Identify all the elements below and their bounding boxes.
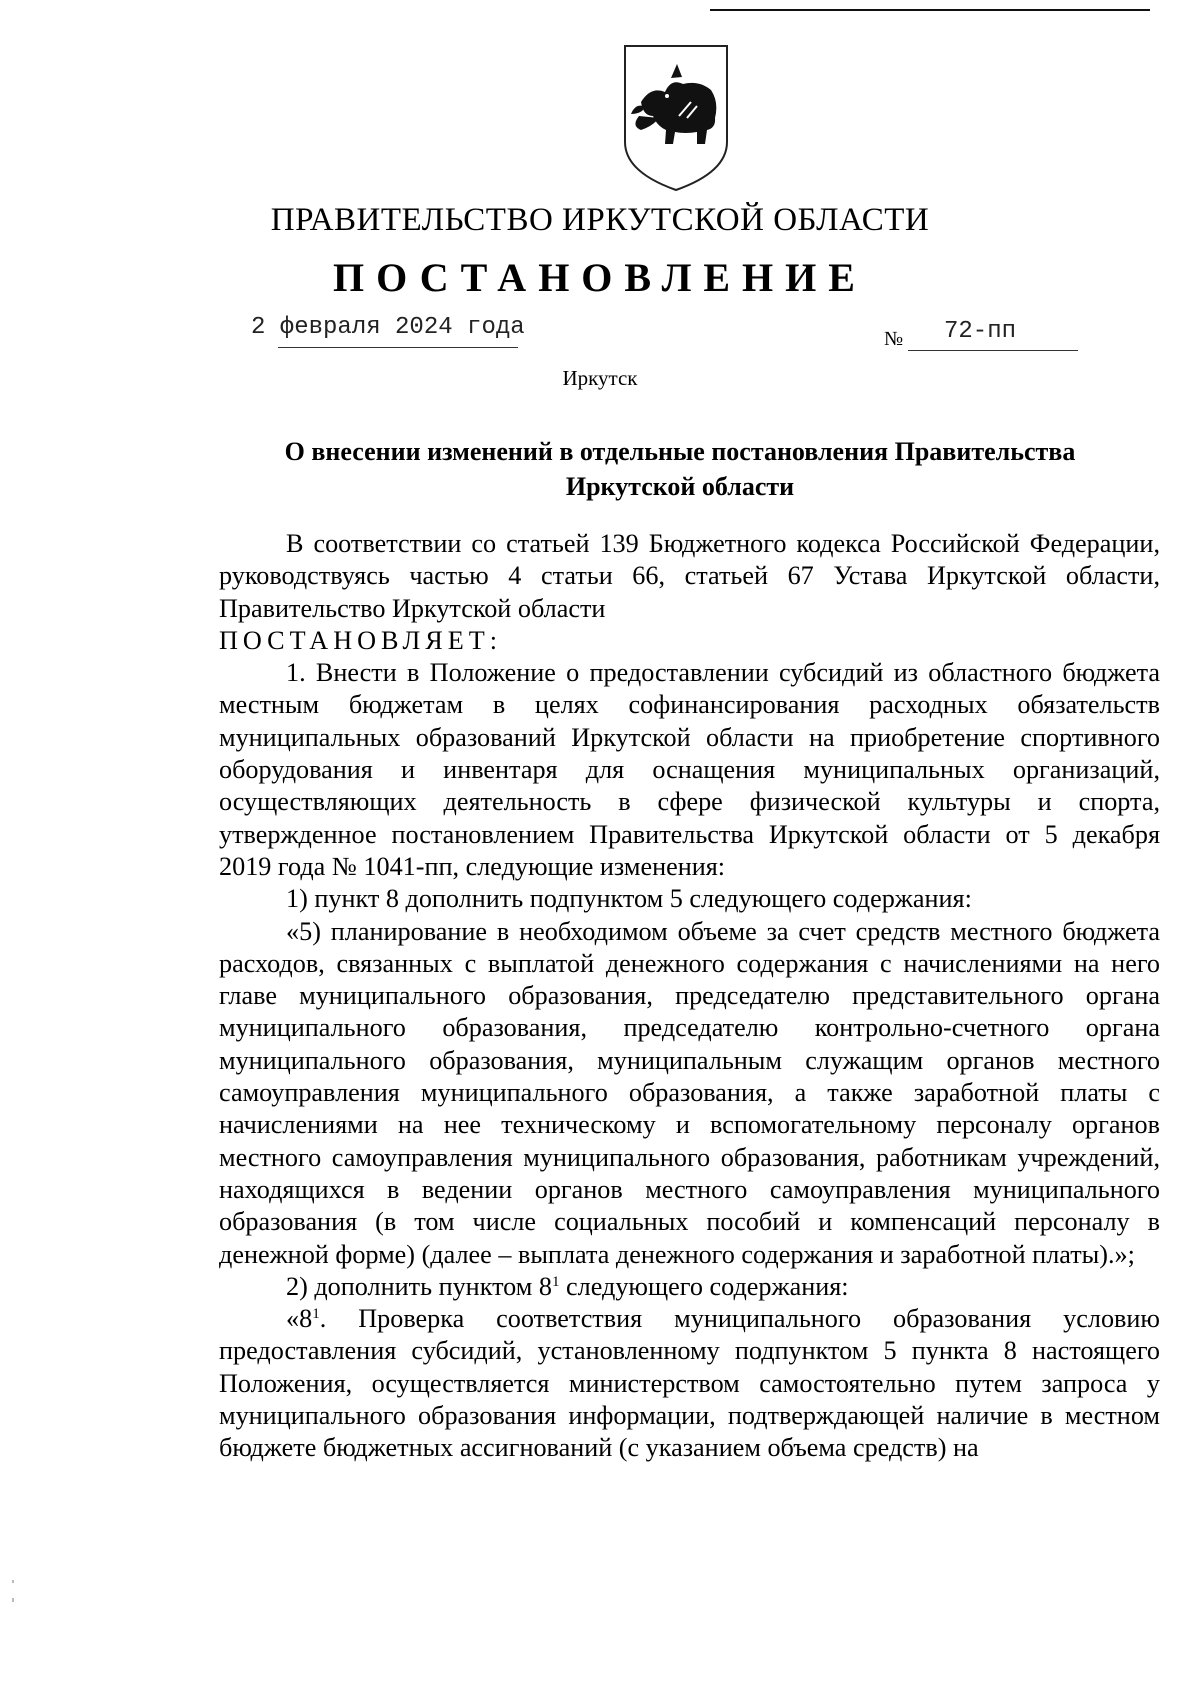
number-sign: №: [884, 328, 904, 350]
item-1-paragraph: 1. Внести в Положение о предоставлении субсидий из областного бюджета местным бюджетам в целях софинансирования расходных обязательств муниципальных образований Иркутской области на приобретение спортивного оборудования и инвентаря для оснащения муниципальных организаций, осуществляющих деятельность в сфере физической культуры и спорта, утвержденное постановлением Правительства Иркутской области от 5 декабря 2019 года № 1041-пп, следующие изменения:: [219, 658, 1160, 881]
decree-word: ПОСТАНОВЛЯЕТ:: [219, 625, 503, 655]
issue-place: Иркутск: [562, 366, 638, 390]
quote-8-1-paragraph: [219, 1303, 1160, 1464]
date-underline: [278, 347, 518, 348]
superscript: 1: [551, 1273, 560, 1290]
superscript: 1: [312, 1306, 320, 1323]
organization-title: ПРАВИТЕЛЬСТВО ИРКУТСКОЙ ОБЛАСТИ: [270, 202, 930, 238]
number-underline: [908, 350, 1078, 351]
quote-8-1-start: «8: [286, 1304, 313, 1334]
document-type: ПОСТАНОВЛЕНИЕ: [333, 255, 867, 300]
subitem-2-text-end: следующего содержания:: [559, 1271, 849, 1301]
document-body: [219, 528, 1160, 1465]
subitem-2-paragraph: [219, 1271, 1160, 1303]
scan-mark: [12, 1580, 14, 1583]
quote-5-paragraph: «5) планирование в необходимом объеме за счет средств местного бюджета расходов, связанных с выплатой денежного содержания с начислениями на него главе муниципального образования, председателю представительного органа муниципального образования, председателю контрольно-счетного органа муниципального образования, муниципальным служащим органов местного самоуправления муниципального образования, а также заработной платы с начислениями на нее техническому и вспомогательному персоналу органов местного самоуправления муниципального образования, работникам учреждений, находящихся в ведении органов местного самоуправления муниципального образования (в том числе социальных пособий и компенсаций персоналу в денежной форме) (далее – выплата денежного содержания и заработной платы).»;: [219, 916, 1160, 1269]
document-title: О внесении изменений в отдельные постановления Правительства Иркутской области: [284, 437, 1076, 501]
document-number: 72-пп: [944, 318, 1017, 345]
top-rule: [710, 9, 1150, 11]
irkutsk-coat-of-arms-icon: [621, 44, 731, 192]
subitem-2-text: 2) дополнить пунктом 8: [286, 1271, 552, 1301]
preamble-paragraph: В соответствии со статьей 139 Бюджетного кодекса Российской Федерации, руководствуясь частью 4 статьи 66, статьей 67 Устава Иркутской области, Правительство Иркутской области: [219, 529, 1160, 623]
scan-mark: [12, 1598, 14, 1602]
document-date: 2 февраля 2024 года: [251, 314, 525, 341]
quote-8-1-text: . Проверка соответствия муниципального образования условию предоставления субсидий, установленному подпунктом 5 пункта 8 настоящего Положения, осуществляется министерством самостоятельно путем запроса у муниципального образования информации, подтверждающей наличие в местном бюджете бюджетных ассигнований (с указанием объема средств) на: [219, 1304, 1160, 1463]
subitem-1-paragraph: 1) пункт 8 дополнить подпунктом 5 следующего содержания:: [286, 884, 972, 914]
